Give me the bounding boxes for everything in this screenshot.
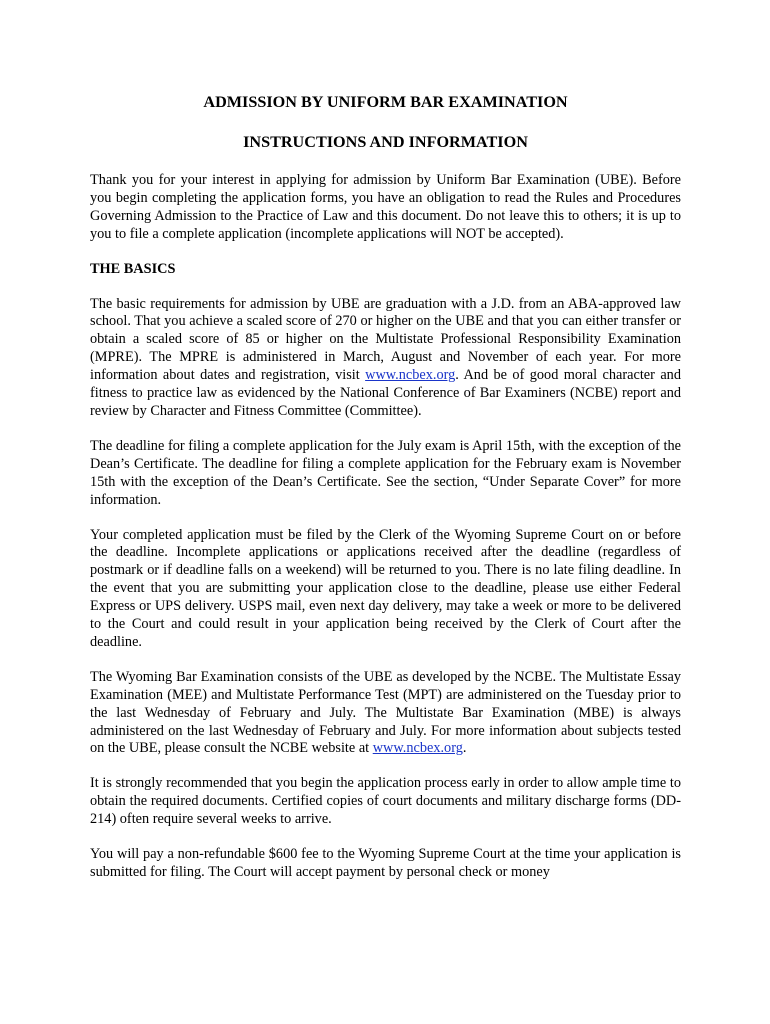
deadline-paragraph: The deadline for filing a complete application for the July exam is April 15th, with the exception of the Dean’s Certificate. The deadline for filing a complete application for the February exam is November 15th with the exception of the Dean’s Certificate. See the section, “Under Separate Cover” for more information. — [90, 437, 681, 508]
basics-text-before-link: The basic requirements for admission by UBE are graduation with a J.D. from an ABA-approved law school. That you achieve a scaled score of 270 or higher on the UBE and that you can either transfer or obtain a scaled score of 85 or higher on the Multistate Professional Responsibility Examination (MPRE). The MPRE is administered in March, August and November of each year. For more information about dates and registration, visit — [90, 295, 681, 384]
filing-paragraph: Your completed application must be filed by the Clerk of the Wyoming Supreme Court on or before the deadline. Incomplete applications or applications received after the deadline (regardless of postmark or if deadline falls on a weekend) will be returned to you. There is no late filing deadline. In the event that you are submitting your application close to the deadline, please use either Federal Express or UPS delivery. USPS mail, even next day delivery, may take a week or more to be delivered to the Court and could result in your application being received by the Clerk of Court after the deadline. — [90, 526, 681, 650]
basics-heading: THE BASICS — [90, 260, 176, 277]
document-title: ADMISSION BY UNIFORM BAR EXAMINATION — [203, 93, 568, 111]
intro-paragraph: Thank you for your interest in applying for admission by Uniform Bar Examination (UBE). Before you begin completing the application forms, you have an obligation to read the Rules and Procedures Governing Admission to the Practice of Law and this document. Do not leave this to others; it is up to you to file a complete application (incomplete applications will NOT be accepted). — [90, 172, 681, 242]
basics-text-after-link: . And be of good moral character and fitness to practice law as evidenced by the National Conference of Bar Examiners (NCBE) report and review by Character and Fitness Committee (Committee). — [90, 367, 681, 419]
exam-text-after-link: . — [462, 740, 467, 757]
exam-text-before-link: The Wyoming Bar Examination consists of the UBE as developed by the NCBE. The Multistate Essay Examination (MEE) and Multistate Performance Test (MPT) are administered on the Tuesday prior to the last Wednesday of February and July. The Multistate Bar Examination (MBE) is always administered on the last Wednesday of February and July. For more information about subjects tested on the UBE, please consult the NCBE website at — [90, 668, 681, 757]
fee-paragraph: You will pay a non-refundable $600 fee to the Wyoming Supreme Court at the time your application is submitted for filing. The Court will accept payment by personal check or money — [90, 846, 681, 880]
ncbex-link[interactable]: www.ncbex.org — [365, 367, 456, 384]
recommendation-paragraph: It is strongly recommended that you begin the application process early in order to allow ample time to obtain the required documents. Certified copies of court documents and military discharge forms (DD-214) often require several weeks to arrive. — [90, 775, 681, 828]
document-page — [90, 92, 681, 899]
ncbex-website-link[interactable]: www.ncbex.org — [372, 740, 463, 757]
basics-paragraph — [90, 296, 681, 421]
document-subtitle: INSTRUCTIONS AND INFORMATION — [243, 133, 528, 151]
exam-paragraph — [90, 669, 681, 759]
